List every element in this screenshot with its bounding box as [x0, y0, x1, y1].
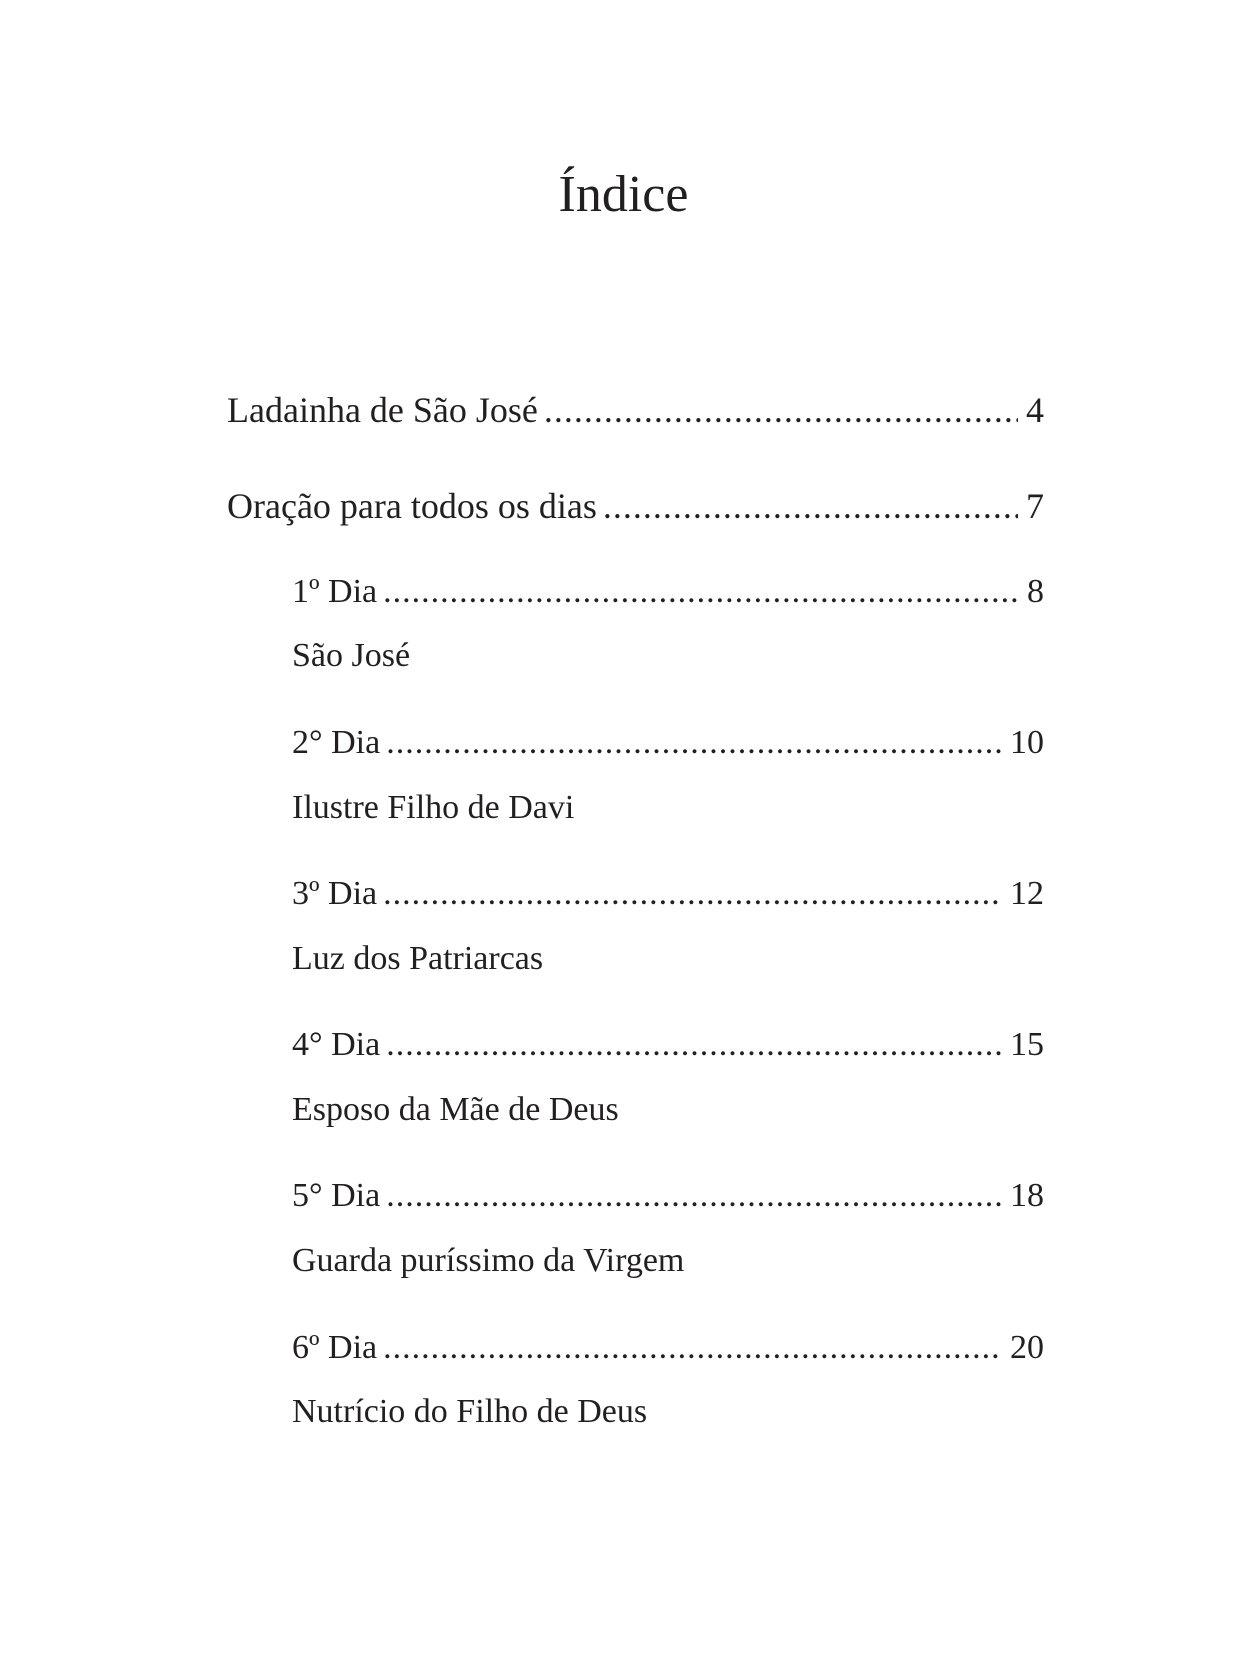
- toc-entry-day-1[interactable]: [292, 570, 1044, 614]
- toc-entry-label: 5° Dia: [292, 1177, 381, 1214]
- toc-entry-subtitle: São José: [292, 637, 411, 674]
- toc-page-number: 12: [1010, 875, 1044, 912]
- toc-entry-day-5[interactable]: [292, 1174, 1044, 1218]
- toc-entry-day-3[interactable]: [292, 872, 1044, 916]
- dot-leader: [544, 388, 1018, 432]
- toc-entry-ladainha[interactable]: [227, 388, 1044, 432]
- toc-entry-label: 6º Dia: [292, 1329, 378, 1366]
- toc-entry-day-2[interactable]: [292, 721, 1044, 765]
- toc-entry-day-4[interactable]: [292, 1023, 1044, 1067]
- toc-entry-label: 3º Dia: [292, 875, 378, 912]
- toc-entry-label: 4° Dia: [292, 1026, 381, 1063]
- toc-page-number: 4: [1026, 390, 1044, 430]
- toc-entry-subtitle: Nutrício do Filho de Deus: [292, 1393, 648, 1430]
- toc-entry-label: 2° Dia: [292, 724, 381, 761]
- toc-page-number: 10: [1010, 724, 1044, 761]
- dot-leader: [383, 570, 1019, 614]
- dot-leader: [386, 721, 1002, 765]
- dot-leader: [386, 1174, 1002, 1218]
- toc-page-number: 15: [1010, 1026, 1044, 1063]
- toc-entry-subtitle: Esposo da Mãe de Deus: [292, 1091, 619, 1128]
- page-title: Índice: [558, 166, 689, 223]
- dot-leader: [383, 1326, 1002, 1370]
- dot-leader: [383, 872, 1002, 916]
- dot-leader: [603, 484, 1018, 528]
- toc-page-number: 8: [1027, 573, 1044, 610]
- toc-entry-subtitle: Ilustre Filho de Davi: [292, 789, 575, 826]
- toc-page-number: 7: [1026, 486, 1044, 526]
- toc-entry-label: Ladainha de São José: [227, 390, 538, 430]
- toc-entry-label: 1º Dia: [292, 573, 378, 610]
- toc-entry-label: Oração para todos os dias: [227, 486, 597, 526]
- toc-entry-oracao[interactable]: [227, 484, 1044, 528]
- toc-entry-subtitle: Guarda puríssimo da Virgem: [292, 1242, 685, 1279]
- toc-entry-day-6[interactable]: [292, 1326, 1044, 1370]
- toc-page-number: 18: [1010, 1177, 1044, 1214]
- toc-page-number: 20: [1010, 1329, 1044, 1366]
- dot-leader: [386, 1023, 1002, 1067]
- toc-entry-subtitle: Luz dos Patriarcas: [292, 940, 544, 977]
